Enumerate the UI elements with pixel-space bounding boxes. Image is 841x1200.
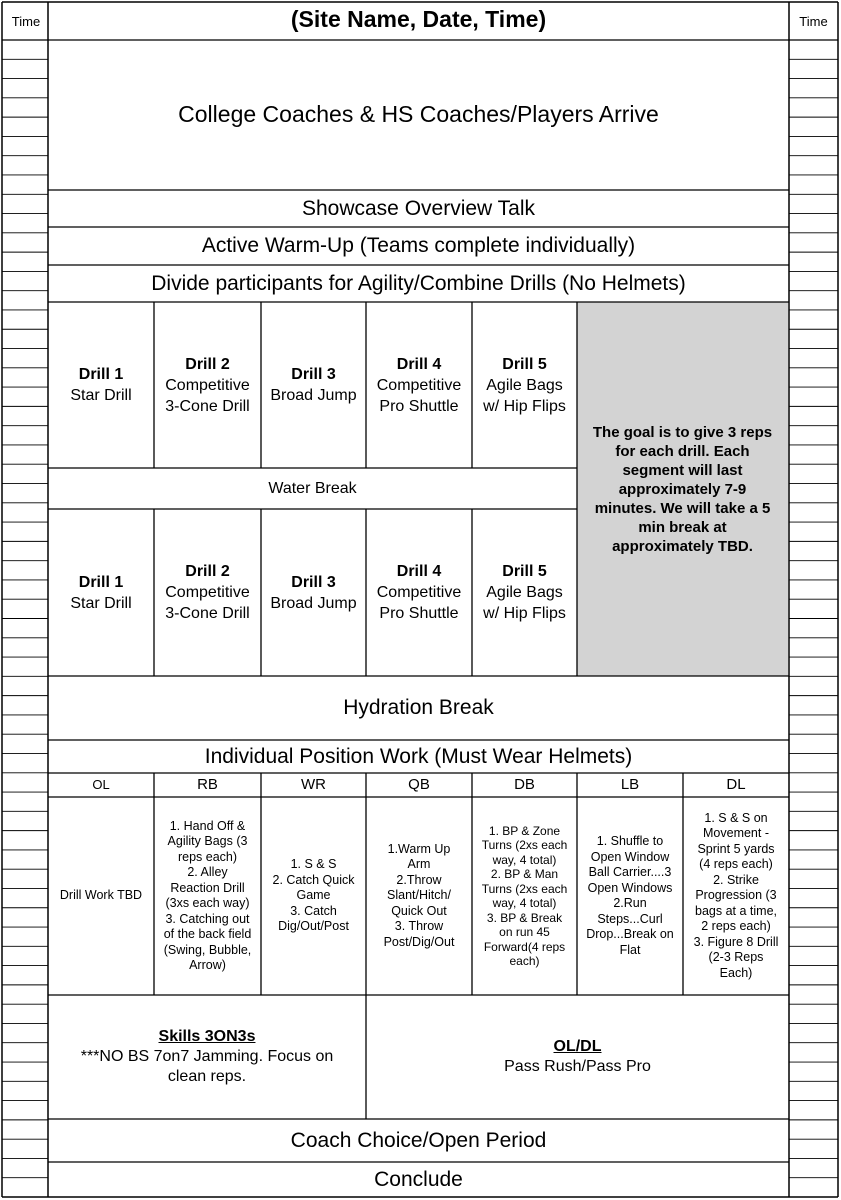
drill-3-top xyxy=(261,302,366,468)
drill-number: Drill 3 xyxy=(291,573,336,591)
drill-name: Competitive xyxy=(376,584,462,601)
db-work-line: way, 4 total) xyxy=(492,852,557,867)
qb-work-line: 2.Throw xyxy=(396,872,442,887)
lb-work xyxy=(577,797,683,995)
rb-work-line: 2. Alley xyxy=(187,865,228,879)
dl-work-line: bags at a time, xyxy=(695,903,777,918)
db-work-line: on run 45 xyxy=(499,925,550,939)
wr-work-line: 1. S & S xyxy=(290,857,337,872)
lb-work-line: Drop...Break on xyxy=(586,927,674,941)
oldl-title: OL/DL xyxy=(553,1038,602,1055)
qb-work xyxy=(366,797,472,995)
drill-name-line2: w/ Hip Flips xyxy=(483,397,566,415)
goal-note-line: segment will last xyxy=(622,461,743,479)
dl-work-line: (4 reps each) xyxy=(699,857,773,872)
dl-work-line: Each) xyxy=(719,965,753,980)
goal-note-line: The goal is to give 3 reps xyxy=(592,423,773,441)
rb-work-line: Agility Bags (3 xyxy=(167,834,248,848)
wr-work-line: 2. Catch Quick xyxy=(272,872,355,887)
drill-number: Drill 4 xyxy=(396,563,442,580)
drill-name-line2: Pro Shuttle xyxy=(379,605,459,622)
ol-work xyxy=(48,797,154,995)
drill-number: Drill 5 xyxy=(502,355,547,373)
drill-name: Star Drill xyxy=(70,594,132,612)
position-header-rb: RB xyxy=(197,776,218,793)
dl-work-line: 3. Figure 8 Drill xyxy=(693,934,779,949)
drill-name: Agile Bags xyxy=(486,376,563,394)
qb-work-line: Slant/Hitch/ xyxy=(387,888,451,903)
db-work-line: Forward(4 reps xyxy=(483,939,566,954)
db-work-line: Turns (2xs each xyxy=(481,838,568,852)
coach-choice-row: Coach Choice/Open Period xyxy=(290,1128,547,1152)
drill-number: Drill 1 xyxy=(78,573,124,591)
drill-number: Drill 3 xyxy=(291,366,336,383)
drill-1-bottom xyxy=(48,509,154,676)
goal-note-line: approximately TBD. xyxy=(612,537,753,555)
lb-work-line: Flat xyxy=(619,942,641,957)
qb-work-line: 3. Throw xyxy=(394,919,444,934)
drill-2-bottom xyxy=(154,509,261,676)
lb-work-line: 1. Shuffle to xyxy=(596,834,664,848)
goal-note-line: minutes. We will take a 5 xyxy=(594,499,771,517)
rb-work-line: Arrow) xyxy=(189,958,226,972)
position-work-title: Individual Position Work (Must Wear Helmets) xyxy=(204,744,633,768)
lb-work-line: Ball Carrier....3 xyxy=(588,865,672,879)
wr-work-line: Game xyxy=(296,888,331,903)
drill-name: Agile Bags xyxy=(486,584,563,601)
wr-work xyxy=(261,797,366,995)
drill-name: Broad Jump xyxy=(270,387,357,404)
goal-note-line: min break at xyxy=(638,518,727,536)
skills-line: clean reps. xyxy=(167,1068,247,1085)
drill-number: Drill 2 xyxy=(185,563,230,580)
rb-work xyxy=(154,797,261,995)
goal-note-line: for each drill. Each xyxy=(615,442,750,460)
db-work-line: Turns (2xs each xyxy=(481,881,568,896)
db-work-line: 2. BP & Man xyxy=(490,867,559,881)
drill-5-bottom xyxy=(472,509,577,676)
db-work-line: 1. BP & Zone xyxy=(488,823,561,838)
drill-name-line2: 3-Cone Drill xyxy=(165,605,250,622)
drill-3-bottom xyxy=(261,509,366,676)
drill-number: Drill 1 xyxy=(78,366,124,383)
dl-work xyxy=(683,797,789,995)
drill-number: Drill 2 xyxy=(185,355,230,373)
db-work-line: way, 4 total) xyxy=(492,896,557,910)
rb-work-line: 1. Hand Off & xyxy=(169,818,246,833)
drill-name: Competitive xyxy=(165,376,250,394)
hydration-break-row: Hydration Break xyxy=(343,696,494,720)
goal-note-line: approximately 7-9 xyxy=(618,480,747,498)
db-work-line: each) xyxy=(509,954,540,968)
drill-name-line2: Pro Shuttle xyxy=(379,397,459,415)
drill-2-top xyxy=(154,302,261,468)
divide-row: Divide participants for Agility/Combine Drills (No Helmets) xyxy=(151,271,686,295)
rb-work-line: reps each) xyxy=(177,849,238,864)
drill-name: Star Drill xyxy=(70,387,132,404)
drill-name-line2: w/ Hip Flips xyxy=(483,605,566,622)
db-work-line: 3. BP & Break xyxy=(486,910,563,925)
skills-line: ***NO BS 7on7 Jamming. Focus on xyxy=(80,1048,334,1065)
qb-work-line: Arm xyxy=(407,857,431,872)
rb-work-line: of the back field xyxy=(163,927,252,941)
lb-work-line: 2.Run xyxy=(613,896,647,910)
drill-name: Broad Jump xyxy=(270,594,357,612)
lb-work-line: Steps...Curl xyxy=(597,911,663,926)
overview-row: Showcase Overview Talk xyxy=(301,196,536,220)
position-header-wr: WR xyxy=(301,776,326,793)
dl-work-line: (2-3 Reps xyxy=(708,950,764,965)
arrive-row: College Coaches & HS Coaches/Players Arrive xyxy=(178,101,659,128)
qb-work-line: Quick Out xyxy=(391,903,447,918)
drill-name: Competitive xyxy=(165,584,250,601)
wr-work-line: 3. Catch xyxy=(290,903,337,918)
skills-title: Skills 3ON3s xyxy=(158,1028,256,1045)
dl-work-line: Sprint 5 yards xyxy=(697,841,775,856)
drill-5-top xyxy=(472,302,577,468)
dl-work-line: 2 reps each) xyxy=(701,919,771,934)
warmup-row: Active Warm-Up (Teams complete individually) xyxy=(201,234,636,258)
rb-work-line: (3xs each way) xyxy=(165,896,250,910)
time-column-header-left: Time xyxy=(11,14,41,30)
lb-work-line: Open Windows xyxy=(587,880,673,895)
rb-work-line: Reaction Drill xyxy=(170,880,245,895)
lb-work-line: Open Window xyxy=(590,849,670,864)
qb-work-line: Post/Dig/Out xyxy=(383,934,455,949)
dl-work-line: 1. S & S on xyxy=(704,810,768,825)
position-header-dl: DL xyxy=(726,776,746,793)
dl-work-line: 2. Strike xyxy=(713,872,759,887)
position-header-qb: QB xyxy=(408,776,430,793)
conclude-row: Conclude xyxy=(374,1167,463,1191)
db-work xyxy=(472,797,577,995)
rb-work-line: 3. Catching out xyxy=(165,911,250,926)
wr-work-line: Dig/Out/Post xyxy=(278,919,349,934)
drill-1-top xyxy=(48,302,154,468)
drill-name: Competitive xyxy=(376,376,462,394)
dl-work-line: Movement - xyxy=(703,826,769,841)
oldl-block xyxy=(366,995,789,1119)
drill-4-top xyxy=(366,302,472,468)
position-header-ol: OL xyxy=(92,777,110,793)
ol-work-line: Drill Work TBD xyxy=(59,888,143,903)
page-title: (Site Name, Date, Time) xyxy=(290,6,547,33)
drill-4-bottom xyxy=(366,509,472,676)
goal-note xyxy=(577,302,788,676)
position-header-db: DB xyxy=(514,776,535,793)
drill-number: Drill 5 xyxy=(502,563,547,580)
water-break-row: Water Break xyxy=(268,479,357,497)
time-column-header-right: Time xyxy=(799,14,828,30)
dl-work-line: Progression (3 xyxy=(695,888,777,903)
drill-number: Drill 4 xyxy=(396,355,442,373)
drill-name-line2: 3-Cone Drill xyxy=(165,397,250,415)
position-header-lb: LB xyxy=(620,776,640,793)
qb-work-line: 1.Warm Up xyxy=(387,841,451,856)
oldl-line: Pass Rush/Pass Pro xyxy=(504,1058,651,1075)
rb-work-line: (Swing, Bubble, xyxy=(163,942,252,957)
skills-3on3s xyxy=(48,995,366,1119)
